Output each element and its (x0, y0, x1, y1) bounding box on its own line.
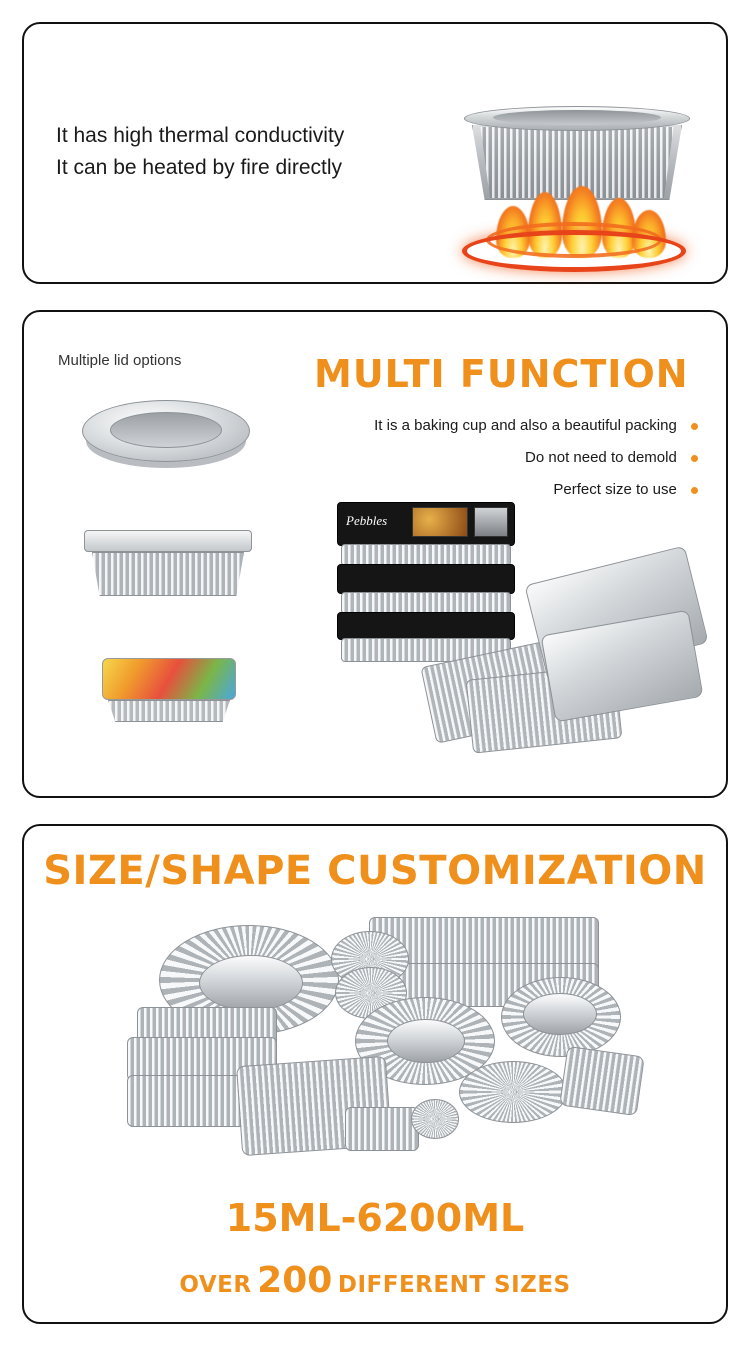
printed-package-middle (337, 564, 515, 594)
small-square-tray (559, 1046, 645, 1116)
mini-cup (411, 1099, 459, 1139)
assorted-containers-illustration (119, 911, 639, 1181)
multi-function-title: MULTI FUNCTION (314, 352, 689, 396)
thermal-conductivity-panel (22, 22, 728, 284)
round-lid-inner (523, 993, 597, 1035)
foil-tray-row (341, 544, 511, 566)
printed-package-bottom (337, 612, 515, 640)
thermal-line-1: It has high thermal conductivity (56, 124, 345, 147)
multi-function-panel (22, 310, 728, 798)
round-bowl (459, 1061, 567, 1123)
foil-tray-icon (472, 104, 682, 200)
lid-options-label: Multiple lid options (58, 352, 182, 369)
foil-tray-row (341, 592, 511, 614)
printed-lid-sample (102, 658, 236, 724)
fire-icon (462, 200, 686, 270)
thermal-line-2: It can be heated by fire directly (56, 156, 342, 179)
oval-tray-inner (199, 955, 303, 1011)
round-lid-sample (82, 400, 250, 484)
size-count-line (24, 1260, 726, 1301)
bullet-dot-icon (691, 487, 698, 494)
size-customization-panel (22, 824, 728, 1324)
rectangular-lid-sample (84, 530, 252, 602)
feature-bullet-list (374, 417, 698, 513)
bullet-dot-icon (691, 423, 698, 430)
package-brand-label: Pebbles (346, 513, 388, 528)
capacity-range-label: 15ML-6200ML (225, 1196, 525, 1240)
bullet-text: Perfect size to use (553, 481, 677, 498)
tray-over-fire-illustration (444, 104, 704, 274)
list-item (374, 449, 698, 466)
thermal-description (56, 120, 344, 184)
bullet-dot-icon (691, 455, 698, 462)
bullet-text: Do not need to demold (525, 449, 677, 466)
round-plate-inner (387, 1019, 465, 1063)
small-rect-tray (345, 1107, 419, 1151)
over-word: OVER (179, 1272, 252, 1298)
bullet-text: It is a baking cup and also a beautiful packing (374, 417, 677, 434)
printed-package-top (337, 502, 515, 546)
list-item (374, 417, 698, 434)
size-customization-title: SIZE/SHAPE CUSTOMIZATION (43, 848, 707, 894)
size-count: 200 (257, 1260, 333, 1301)
list-item (374, 481, 698, 498)
product-stack-illustration (319, 502, 709, 772)
different-sizes-word: DIFFERENT SIZES (337, 1272, 571, 1298)
